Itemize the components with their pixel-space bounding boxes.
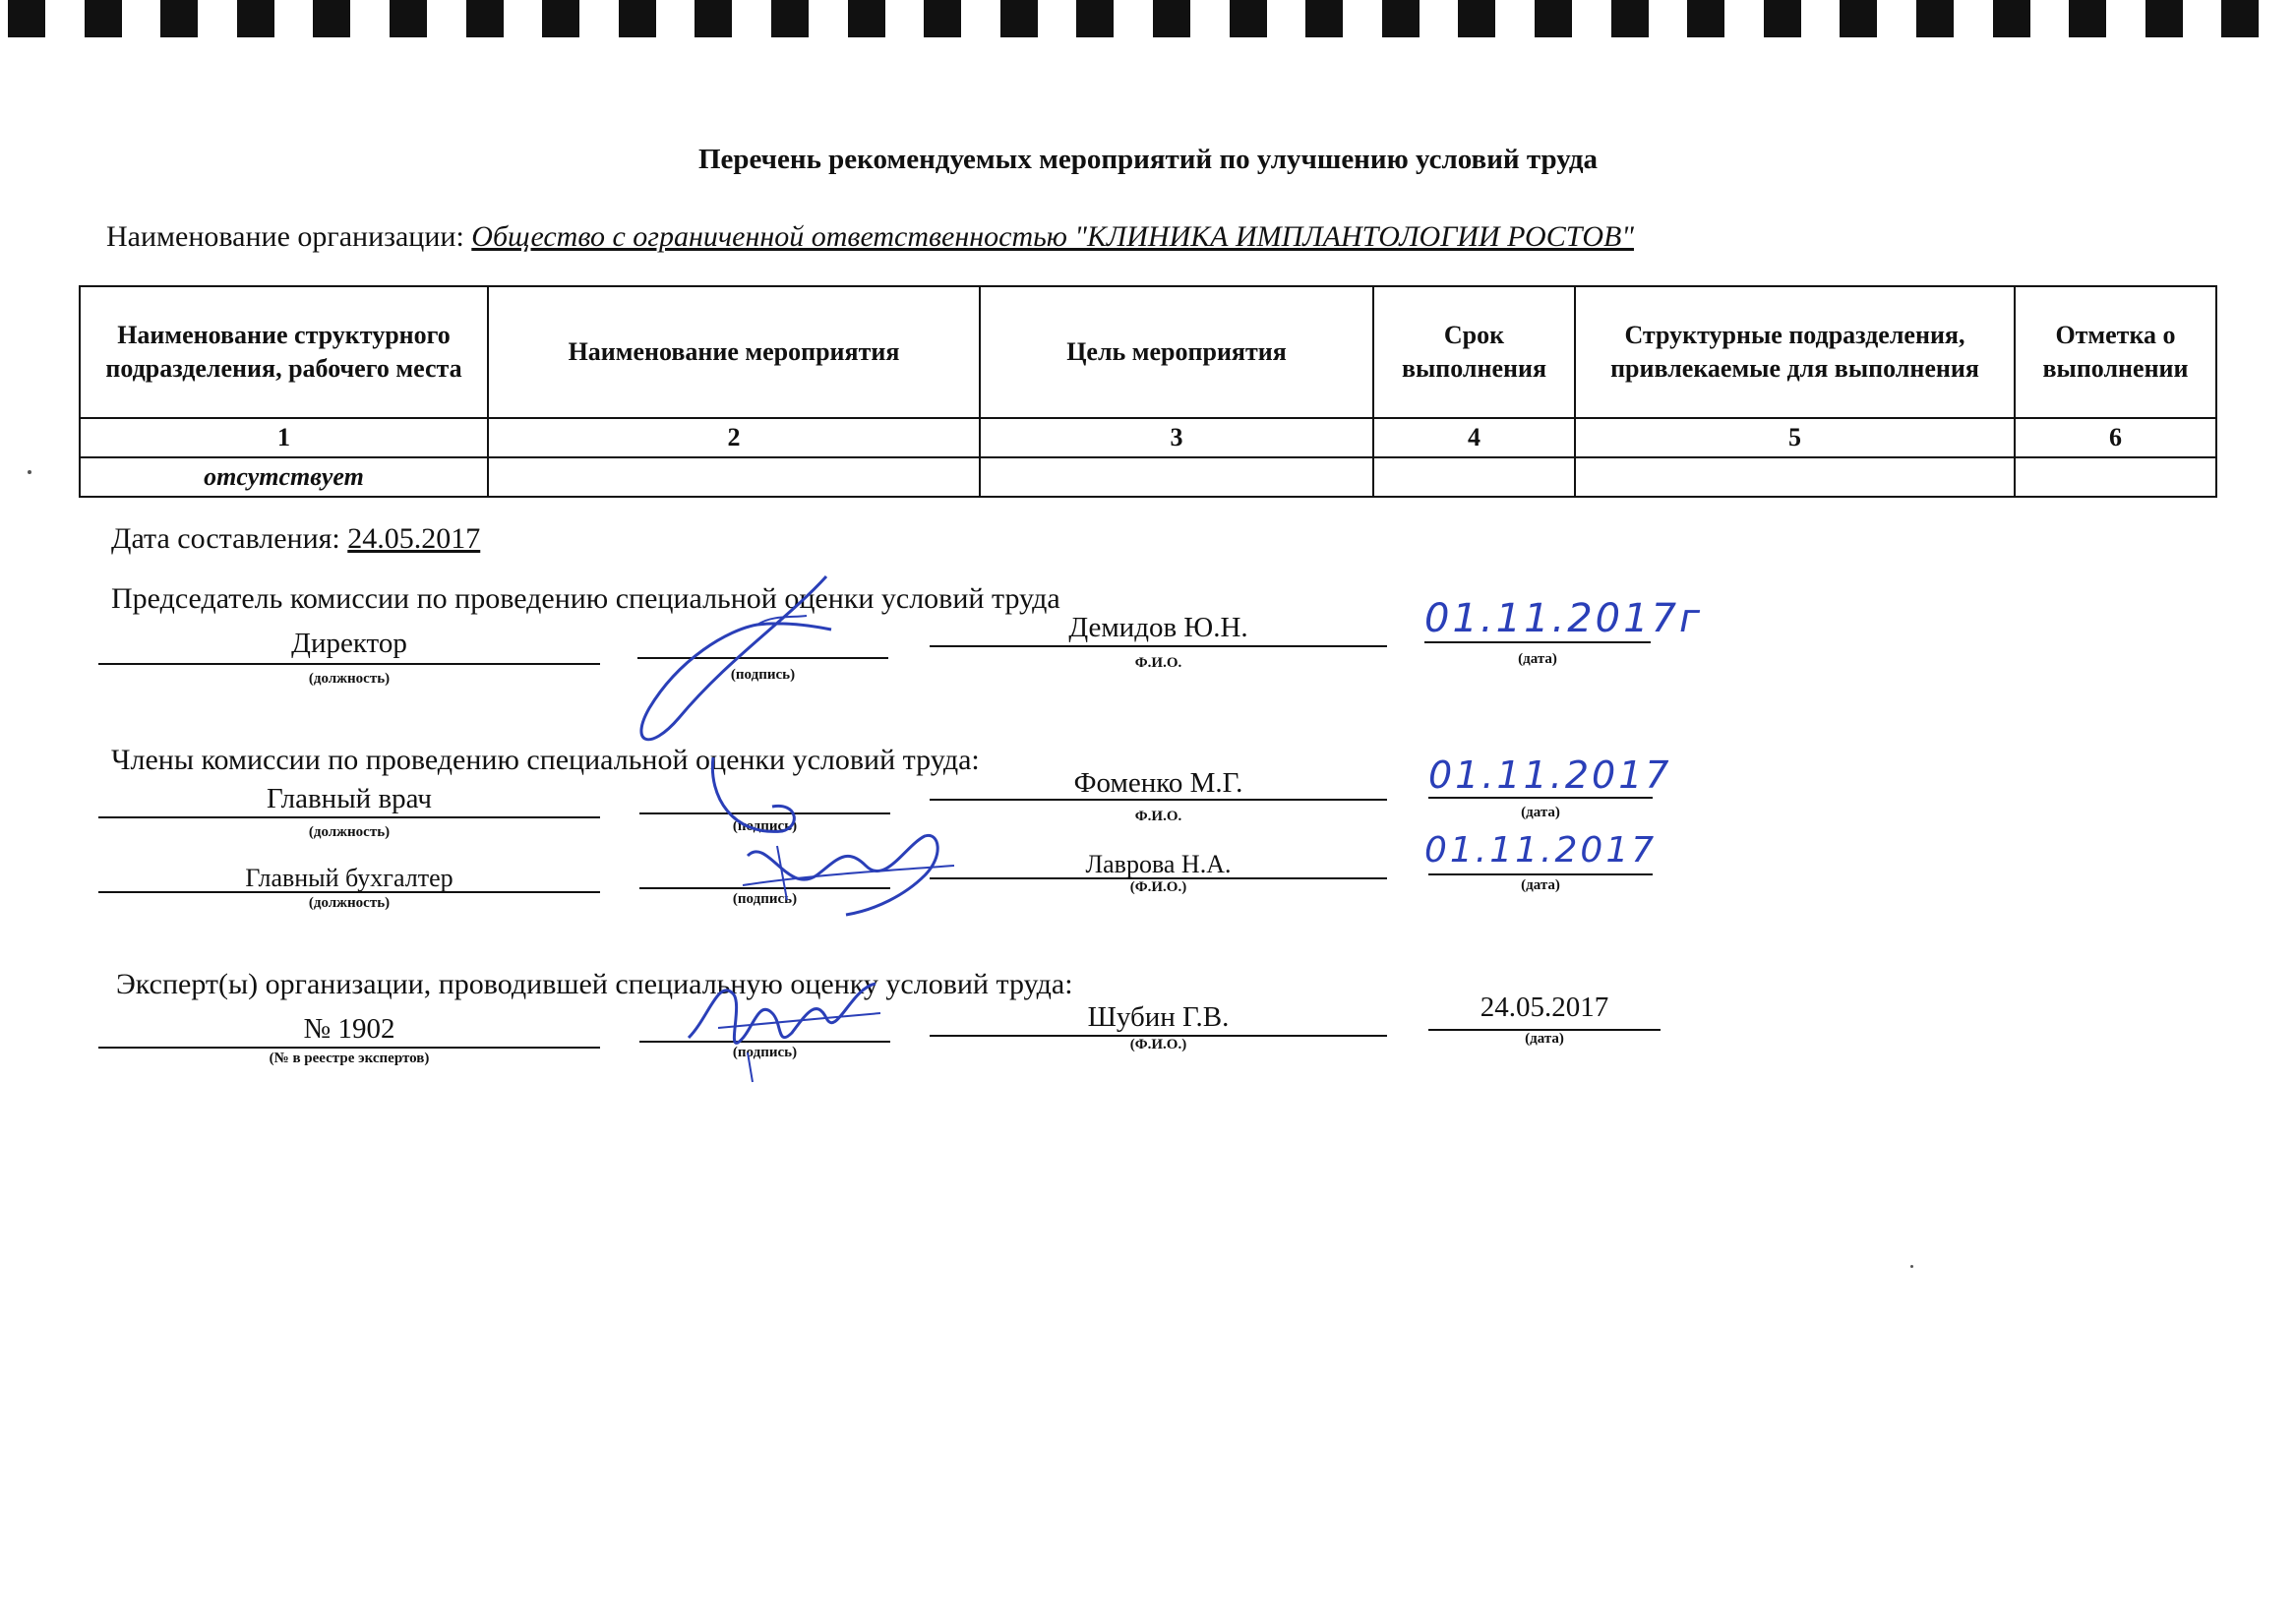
table-header: Цель мероприятия <box>980 286 1373 418</box>
date-caption: (дата) <box>1521 877 1560 893</box>
binding-hole <box>1611 0 1649 37</box>
expert-date: 24.05.2017 <box>1480 992 1609 1023</box>
signature-caption: (подпись) <box>732 891 798 907</box>
scan-speck <box>28 470 31 474</box>
fio-caption: (Ф.И.О.) <box>1129 1037 1187 1052</box>
binding-hole <box>1153 0 1190 37</box>
binding-hole <box>8 0 45 37</box>
expert-heading: Эксперт(ы) организации, проводившей специальную оценку условий труда: <box>116 968 1073 1000</box>
binding-hole <box>1458 0 1495 37</box>
table-cell <box>488 457 980 497</box>
document-title: Перечень рекомендуемых мероприятий по улучшению условий труда <box>697 144 1599 175</box>
table-cell <box>2015 457 2216 497</box>
fio-caption: (Ф.И.О.) <box>1129 879 1187 895</box>
binding-hole <box>1000 0 1038 37</box>
date-caption: (дата) <box>1525 1031 1564 1047</box>
binding-hole <box>2221 0 2259 37</box>
table-number-row <box>80 418 2216 457</box>
member-signature-scribble <box>728 816 964 925</box>
organization-label: Наименование организации: <box>106 220 464 253</box>
chairman-heading: Председатель комиссии по проведению специальной оценки условий труда <box>111 582 1060 615</box>
binding-hole <box>695 0 732 37</box>
binding-hole <box>390 0 427 37</box>
binding-hole <box>2145 0 2183 37</box>
binding-hole <box>313 0 350 37</box>
binding-hole <box>1230 0 1267 37</box>
fio-caption: Ф.И.О. <box>1134 809 1182 824</box>
column-number: 5 <box>1575 418 2015 457</box>
column-number: 3 <box>980 418 1373 457</box>
member-name: Лаврова Н.А. <box>1085 850 1232 878</box>
compilation-date-label: Дата составления: <box>111 522 340 555</box>
table-cell <box>1373 457 1575 497</box>
table-header: Отметка о выполнении <box>2015 286 2216 418</box>
table-cell <box>980 457 1373 497</box>
table-header: Структурные подразделения, привлекаемые для выполнения <box>1575 286 2015 418</box>
binding-hole <box>924 0 961 37</box>
binding-hole <box>542 0 579 37</box>
expert-registry-line <box>98 1047 600 1049</box>
binding-hole <box>1840 0 1877 37</box>
date-caption: (дата) <box>1518 651 1557 667</box>
table-header-row <box>80 286 2216 418</box>
fio-caption: Ф.И.О. <box>1134 655 1182 671</box>
compilation-date-line <box>111 522 480 556</box>
binding-hole <box>160 0 198 37</box>
binding-hole <box>85 0 122 37</box>
member-name-line <box>930 799 1387 801</box>
expert-registry-number: № 1902 <box>303 1013 395 1045</box>
column-number: 2 <box>488 418 980 457</box>
binding-strip <box>0 0 2296 41</box>
table-cell: отсутствует <box>80 457 488 497</box>
date-caption: (дата) <box>1521 805 1560 820</box>
binding-hole <box>1076 0 1114 37</box>
expert-signature-scribble <box>679 959 885 1087</box>
member-date-line <box>1428 797 1653 799</box>
chairman-signature-scribble <box>610 571 846 757</box>
member-position: Главный бухгалтер <box>245 864 453 892</box>
binding-hole <box>771 0 809 37</box>
binding-hole <box>1305 0 1343 37</box>
chairman-date-line <box>1424 641 1651 643</box>
member-position-line <box>98 816 600 818</box>
binding-hole <box>1916 0 1954 37</box>
member-date-handwritten: 01.11.2017 <box>1428 753 1672 797</box>
member-position-line <box>98 891 600 893</box>
measures-table <box>79 285 2217 498</box>
chairman-position: Директор <box>291 628 407 659</box>
column-number: 4 <box>1373 418 1575 457</box>
compilation-date-value: 24.05.2017 <box>347 522 481 555</box>
signature-caption: (подпись) <box>732 818 798 834</box>
chairman-name: Демидов Ю.Н. <box>1068 612 1248 643</box>
expert-name: Шубин Г.В. <box>1087 1001 1230 1033</box>
members-heading: Члены комиссии по проведению специальной оценки условий труда: <box>111 744 980 776</box>
column-number: 1 <box>80 418 488 457</box>
table-cell <box>1575 457 2015 497</box>
member-name: Фоменко М.Г. <box>1073 767 1243 799</box>
binding-hole <box>619 0 656 37</box>
position-caption: (должность) <box>308 671 391 687</box>
binding-hole <box>1382 0 1420 37</box>
organization-value: Общество с ограниченной ответственностью "КЛИНИКА ИМПЛАНТОЛОГИИ РОСТОВ" <box>471 220 1634 253</box>
table-header: Наименование структурного подразделения, рабочего места <box>80 286 488 418</box>
member-position: Главный врач <box>267 783 432 814</box>
scan-speck <box>1910 1265 1913 1268</box>
binding-hole <box>1993 0 2030 37</box>
chairman-name-line <box>930 645 1387 647</box>
registry-caption: (№ в реестре экспертов) <box>269 1051 430 1066</box>
binding-hole <box>1535 0 1572 37</box>
binding-hole <box>2069 0 2106 37</box>
signature-caption: (подпись) <box>730 667 796 683</box>
member-date-line <box>1428 873 1653 875</box>
table-header: Срок выполнения <box>1373 286 1575 418</box>
chairman-position-line <box>98 663 600 665</box>
table-header: Наименование мероприятия <box>488 286 980 418</box>
position-caption: (должность) <box>308 824 391 840</box>
signature-caption: (подпись) <box>732 1045 798 1060</box>
position-caption: (должность) <box>308 895 391 911</box>
column-number: 6 <box>2015 418 2216 457</box>
binding-hole <box>1687 0 1724 37</box>
binding-hole <box>466 0 504 37</box>
binding-hole <box>237 0 274 37</box>
chairman-date-handwritten: 01.11.2017г <box>1424 596 1704 641</box>
member-date-handwritten: 01.11.2017 <box>1424 830 1658 871</box>
binding-hole <box>848 0 885 37</box>
table-row <box>80 457 2216 497</box>
binding-hole <box>1764 0 1801 37</box>
organization-line <box>106 220 1634 254</box>
